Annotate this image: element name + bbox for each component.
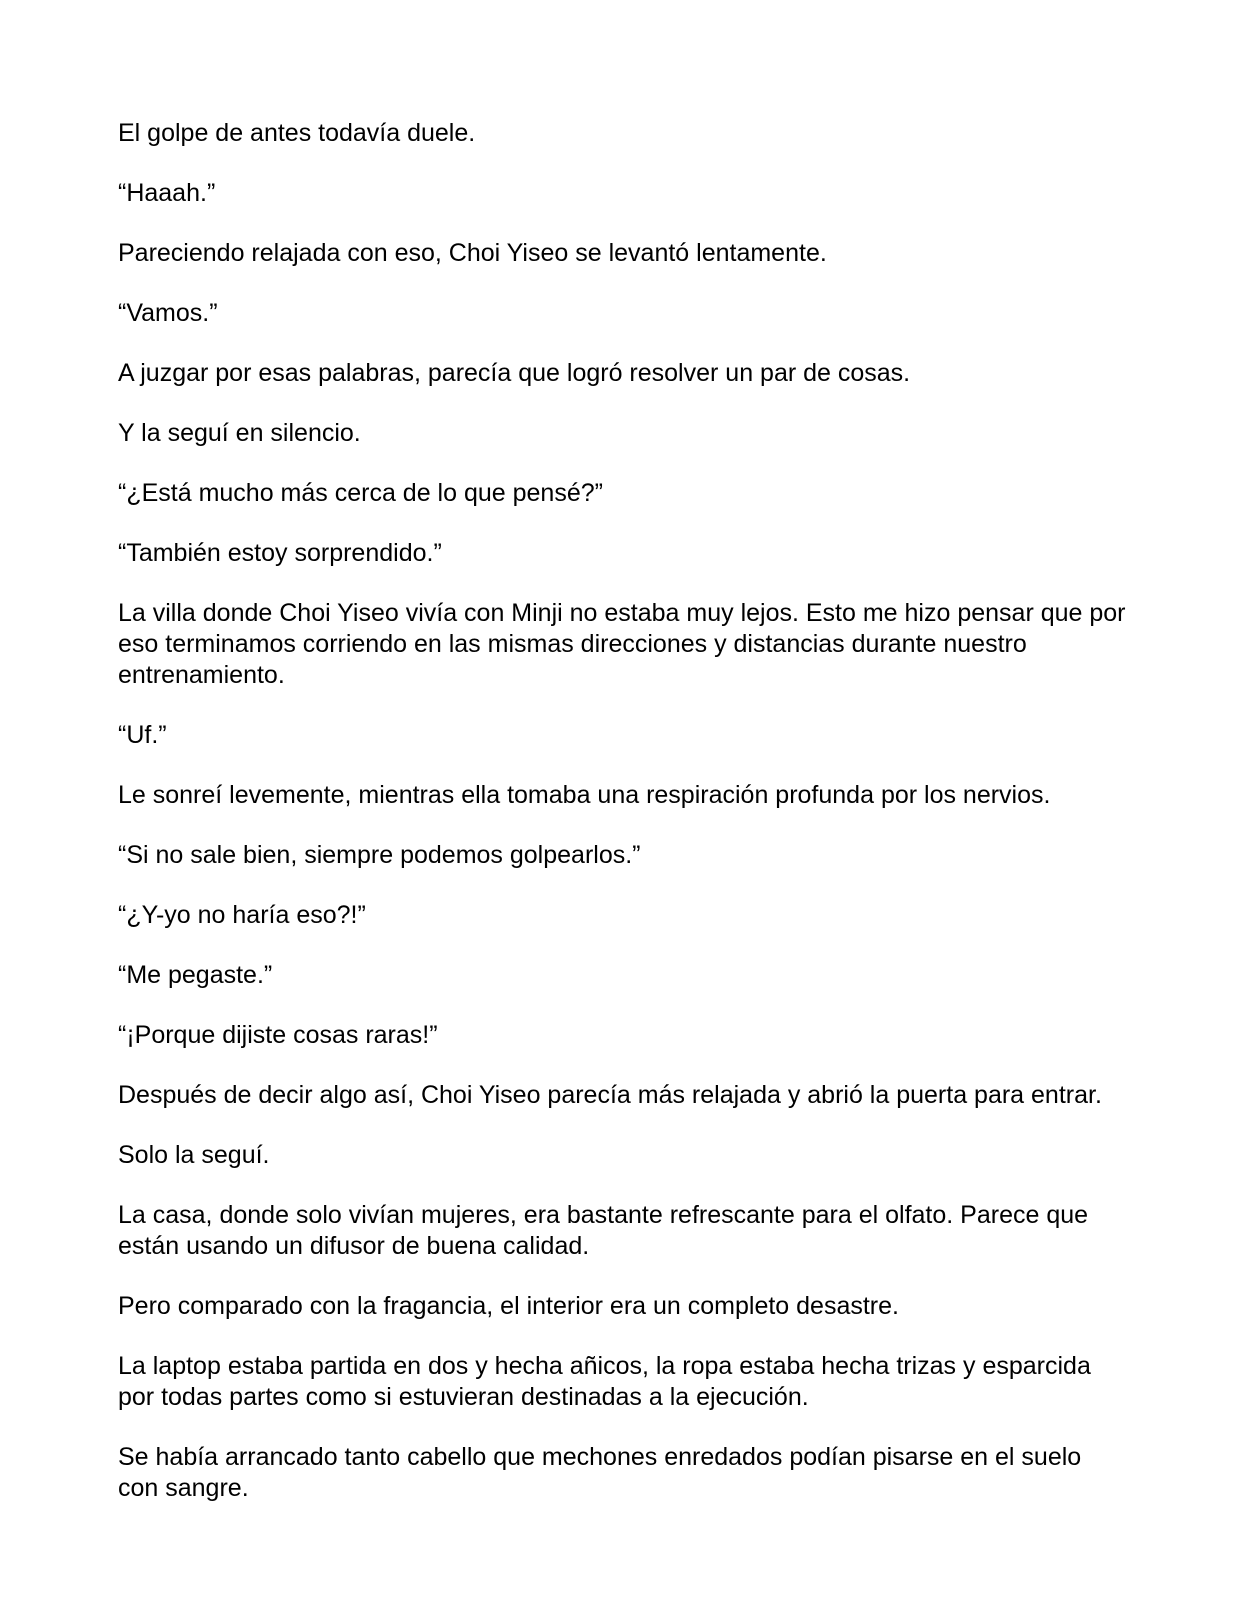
paragraph: El golpe de antes todavía duele. [118,119,476,147]
paragraph: A juzgar por esas palabras, parecía que logró resolver un par de cosas. [118,359,911,387]
paragraph: Se había arrancado tanto cabello que mechones enredados podían pisarse en el suelo con sangre. [118,1443,1082,1502]
paragraph: “Uf.” [118,721,167,749]
paragraph: La casa, donde solo vivían mujeres, era bastante refrescante para el olfato. Parece que están usando un difusor de buena calidad. [118,1201,1089,1260]
paragraph: “¡Porque dijiste cosas raras!” [118,1021,438,1049]
paragraph: Le sonreí levemente, mientras ella tomaba una respiración profunda por los nervios. [118,781,1051,809]
paragraph: Pareciendo relajada con eso, Choi Yiseo se levantó lentamente. [118,239,827,267]
paragraph: Después de decir algo así, Choi Yiseo parecía más relajada y abrió la puerta para entrar. [118,1081,1102,1109]
paragraph: La villa donde Choi Yiseo vivía con Minji no estaba muy lejos. Esto me hizo pensar que por eso terminamos corriendo en las mismas direcciones y distancias durante nuestro entrenamiento. [118,599,1126,689]
document-body [118,118,1128,1533]
paragraph: Y la seguí en silencio. [118,419,361,447]
paragraph: Solo la seguí. [118,1141,270,1169]
paragraph: “Haaah.” [118,179,216,207]
paragraph: “También estoy sorprendido.” [118,539,442,567]
paragraph: “¿Está mucho más cerca de lo que pensé?” [118,479,603,507]
paragraph: “Me pegaste.” [118,961,273,989]
paragraph: La laptop estaba partida en dos y hecha añicos, la ropa estaba hecha trizas y esparcida por todas partes como si estuvieran destinadas a la ejecución. [118,1352,1091,1411]
paragraph: “¿Y-yo no haría eso?!” [118,901,366,929]
paragraph: “Vamos.” [118,299,218,327]
paragraph: Pero comparado con la fragancia, el interior era un completo desastre. [118,1292,899,1320]
paragraph: “Si no sale bien, siempre podemos golpearlos.” [118,841,641,869]
